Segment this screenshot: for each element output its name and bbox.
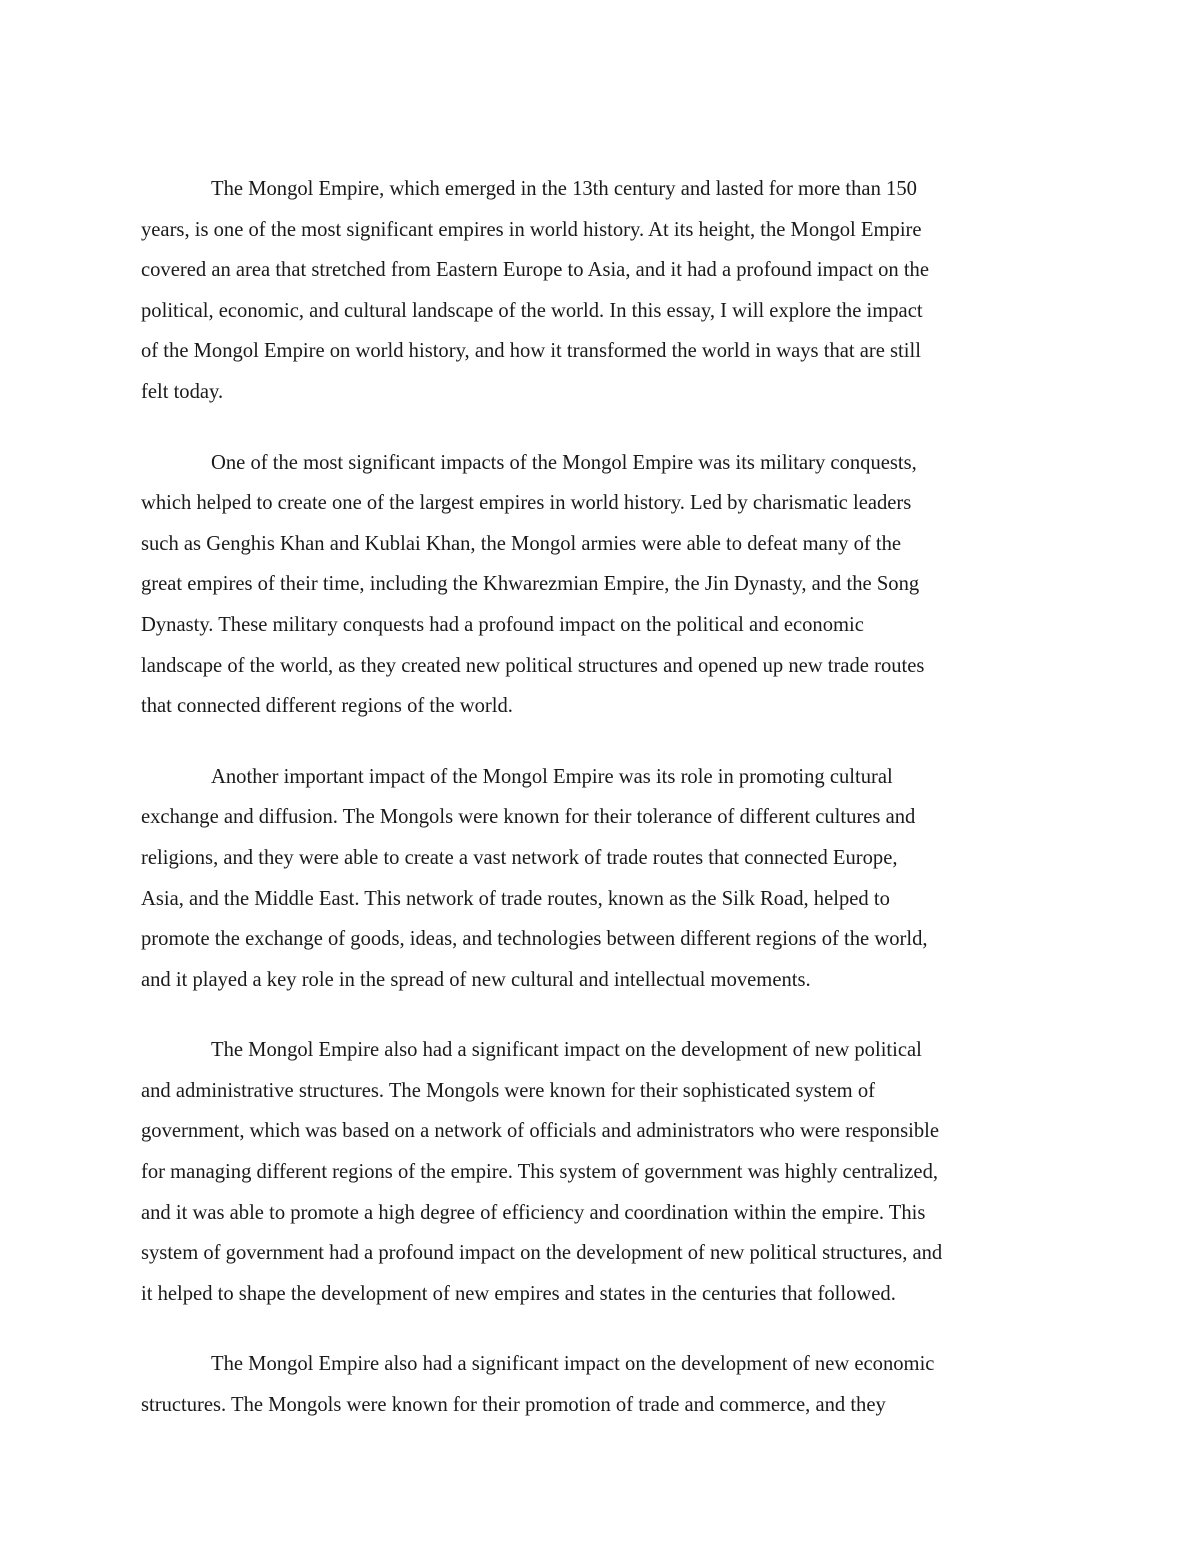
- text-line: which helped to create one of the largest empires in world history. Led by charismatic leaders: [141, 492, 912, 515]
- paragraph-5: [141, 1344, 1061, 1425]
- text-line: Another important impact of the Mongol Empire was its role in promoting cultural: [211, 765, 893, 788]
- essay-body: [141, 169, 1061, 1456]
- text-line: The Mongol Empire also had a significant impact on the development of new economic: [211, 1353, 935, 1376]
- text-line: religions, and they were able to create a vast network of trade routes that connected Europe,: [141, 846, 898, 869]
- paragraph-3: [141, 757, 1061, 1001]
- text-line: Asia, and the Middle East. This network of trade routes, known as the Silk Road, helped to: [141, 887, 890, 910]
- text-line: years, is one of the most significant empires in world history. At its height, the Mongol Empire: [141, 218, 922, 241]
- text-line: great empires of their time, including the Khwarezmian Empire, the Jin Dynasty, and the Song: [141, 573, 920, 596]
- text-line: The Mongol Empire also had a significant impact on the development of new political: [211, 1039, 922, 1062]
- paragraph-4: [141, 1030, 1061, 1314]
- text-line: and administrative structures. The Mongols were known for their sophisticated system of: [141, 1079, 875, 1102]
- text-line: that connected different regions of the world.: [141, 695, 513, 718]
- text-line: such as Genghis Khan and Kublai Khan, the Mongol armies were able to defeat many of the: [141, 532, 902, 555]
- paragraph-1: [141, 169, 1061, 413]
- text-line: it helped to shape the development of new empires and states in the centuries that followed.: [141, 1282, 896, 1305]
- text-line: landscape of the world, as they created new political structures and opened up new trade routes: [141, 654, 925, 677]
- text-line: government, which was based on a network of officials and administrators who were responsible: [141, 1120, 939, 1143]
- text-line: of the Mongol Empire on world history, and how it transformed the world in ways that are still: [141, 340, 921, 363]
- text-line: structures. The Mongols were known for their promotion of trade and commerce, and they: [141, 1394, 886, 1417]
- text-line: promote the exchange of goods, ideas, and technologies between different regions of the world,: [141, 928, 928, 951]
- text-line: covered an area that stretched from Eastern Europe to Asia, and it had a profound impact on the: [141, 259, 929, 282]
- paragraph-2: [141, 443, 1061, 727]
- text-line: and it played a key role in the spread of new cultural and intellectual movements.: [141, 968, 811, 991]
- text-line: felt today.: [141, 380, 224, 403]
- text-line: Dynasty. These military conquests had a profound impact on the political and economic: [141, 613, 864, 636]
- text-line: and it was able to promote a high degree of efficiency and coordination within the empire. This: [141, 1201, 926, 1224]
- text-line: for managing different regions of the empire. This system of government was highly centralized,: [141, 1161, 939, 1184]
- text-line: One of the most significant impacts of the Mongol Empire was its military conquests,: [211, 451, 917, 474]
- text-line: political, economic, and cultural landscape of the world. In this essay, I will explore the impact: [141, 299, 923, 322]
- text-line: exchange and diffusion. The Mongols were known for their tolerance of different cultures and: [141, 806, 916, 829]
- text-line: system of government had a profound impact on the development of new political structures, and: [141, 1242, 943, 1265]
- text-line: The Mongol Empire, which emerged in the 13th century and lasted for more than 150: [211, 178, 917, 200]
